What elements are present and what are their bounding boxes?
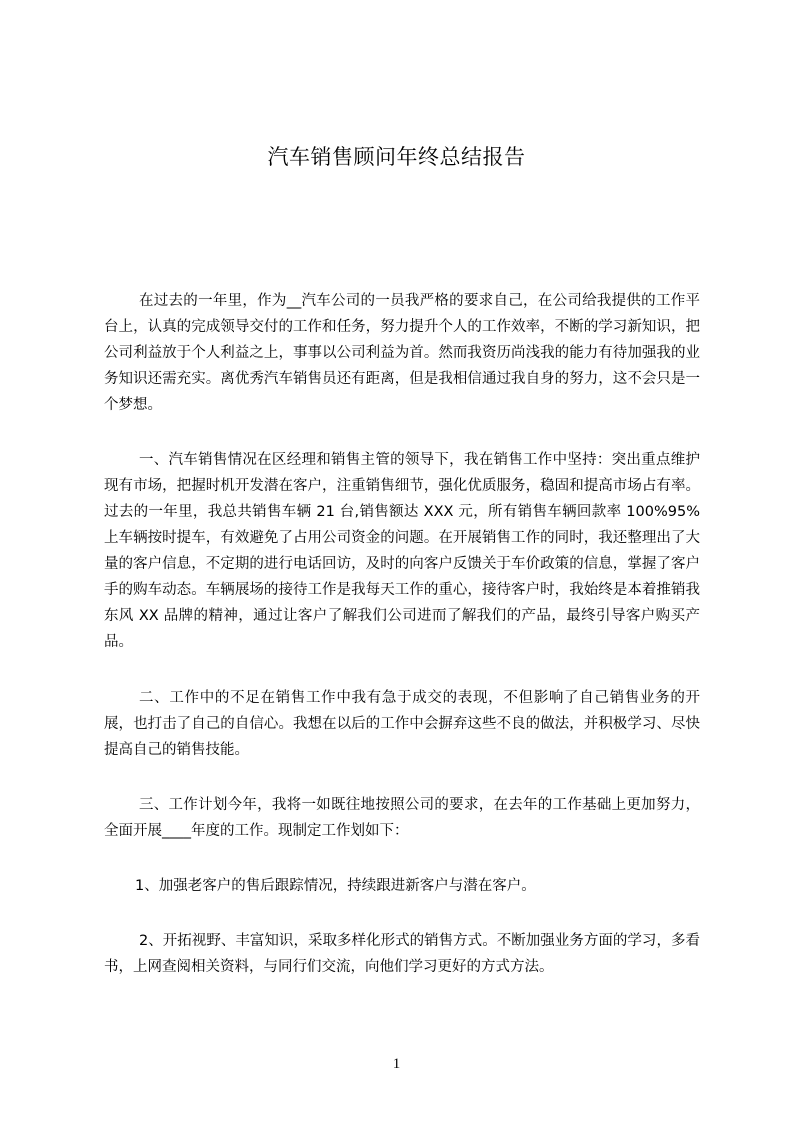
paragraph-work-plan: 三、工作计划今年，我将一如既往地按照公司的要求，在去年的工作基础上更加努力，全面开展____年度的工作。现制定工作划如下：: [104, 797, 700, 839]
plan-item-2: 2、开拓视野、丰富知识，采取多样化形式的销售方式。不断加强业务方面的学习，多看书，上网查阅相关资料，与同行们交流，向他们学习更好的方式方法。: [104, 933, 700, 975]
paragraph-shortcomings: 二、工作中的不足在销售工作中我有急于成交的表现，不但影响了自己销售业务的开展，也打击了自己的自信心。我想在以后的工作中会摒弃这些不良的做法，并积极学习、尽快提高自己的销售技能。: [104, 690, 700, 758]
paragraph-intro: 在过去的一年里，作为__汽车公司的一员我严格的要求自己，在公司给我提供的工作平台上，认真的完成领导交付的工作和任务，努力提升个人的工作效率，不断的学习新知识，把公司利益放于个人利益之上，事事以公司利益为首。然而我资历尚浅我的能力有待加强我的业务知识还需充实。离优秀汽车销售员还有距离，但是我相信通过我自身的努力，这不会只是一个梦想。: [104, 293, 700, 413]
paragraph-sales-situation: 一、汽车销售情况在区经理和销售主管的领导下，我在销售工作中坚持：突出重点维护现有市场，把握时机开发潜在客户，注重销售细节，强化优质服务，稳固和提高市场占有率。过去的一年里，我总共销售车辆 21 台,销售额达 XXX 元，所有销售车辆回款率 100%95%上车辆按时提车，有效避免了占用公司资金的问题。在开展销售工作的同时，我还整理出了大量的客户信息，不定期的进行电话回访，及时的向客户反馈关于车价政策的信息，掌握了客户手的购车动态。车辆展场的接待工作是我每天工作的重心，接待客户时，我始终是本着推销我东风 XX 品牌的精神，通过让客户了解我们公司进而了解我们的产品，最终引导客户购买产品。: [104, 452, 700, 650]
page-number: 1: [392, 1056, 401, 1072]
plan-item-1: 1、加强老客户的售后跟踪情况，持续跟进新客户与潜在客户。: [135, 878, 536, 894]
document-title: 汽车销售顾问年终总结报告: [267, 145, 526, 169]
